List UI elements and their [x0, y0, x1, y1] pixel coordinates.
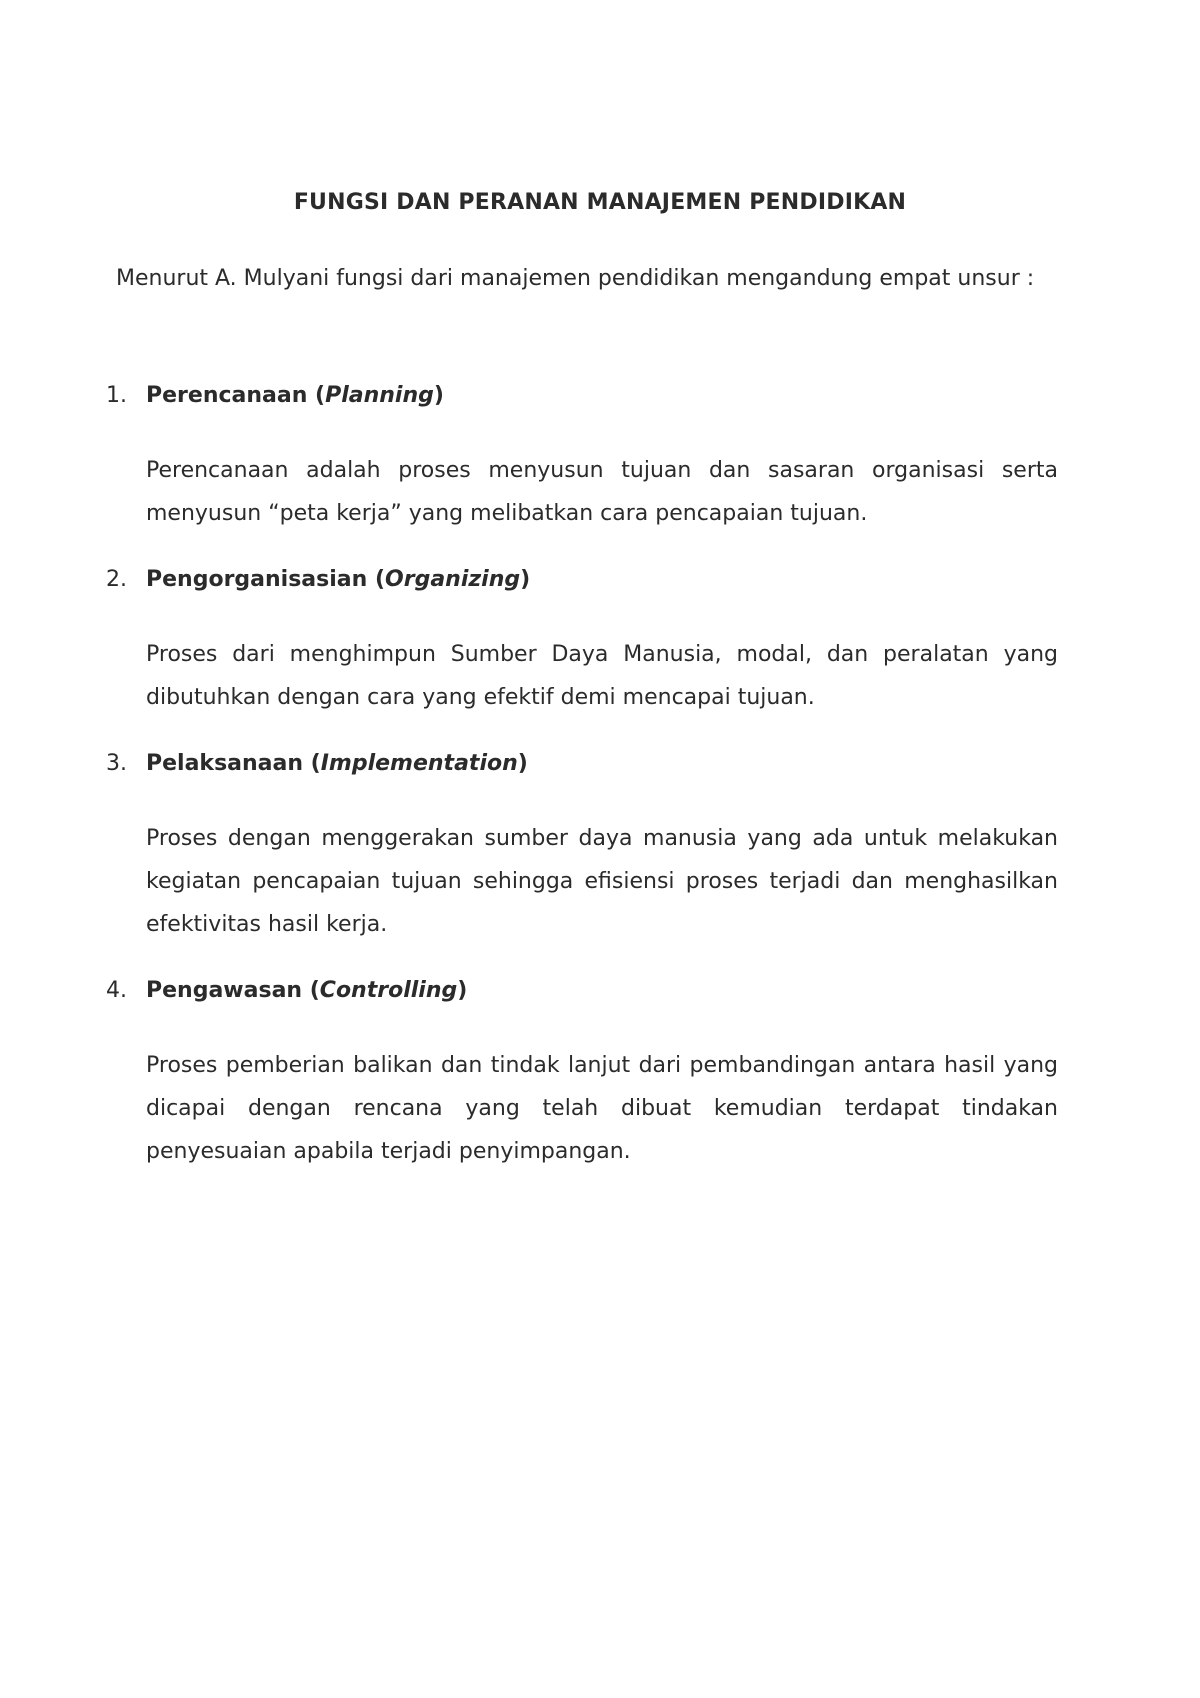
list-item-number: 1. — [106, 383, 127, 408]
term-label: Perencanaan ( — [146, 383, 326, 408]
list-item-number: 3. — [106, 751, 127, 776]
list-item-heading — [106, 976, 1058, 1006]
term-label: Pengorganisasian ( — [146, 567, 386, 592]
term-english: Planning — [325, 383, 434, 408]
list-item-number: 2. — [106, 567, 127, 592]
list-item-body: Proses dari menghimpun Sumber Daya Manusia, modal, dan peralatan yang dibutuhkan dengan cara yang efektif demi mencapai tujuan. — [146, 642, 1058, 710]
list-item-heading — [106, 565, 1058, 595]
term-english: Controlling — [319, 978, 458, 1003]
term-english: Organizing — [385, 567, 521, 592]
list-item-body: Perencanaan adalah proses menyusun tujuan dan sasaran organisasi serta menyusun “peta kerja” yang melibatkan cara pencapaian tujuan. — [146, 458, 1058, 526]
term-label: Pengawasan ( — [146, 978, 320, 1003]
intro-paragraph: Menurut A. Mulyani fungsi dari manajemen pendidikan mengandung empat unsur : — [116, 266, 1035, 291]
list-item-implementation — [106, 749, 1058, 946]
term-close: ) — [517, 751, 528, 776]
list-item-organizing — [106, 565, 1058, 719]
list-item-body: Proses dengan menggerakan sumber daya manusia yang ada untuk melakukan kegiatan pencapaian tujuan sehingga efisiensi proses terjadi dan menghasilkan efektivitas hasil kerja. — [146, 826, 1058, 937]
list-item-planning — [106, 381, 1058, 535]
term-close: ) — [433, 383, 444, 408]
term-close: ) — [457, 978, 468, 1003]
list-item-body: Proses pemberian balikan dan tindak lanjut dari pembandingan antara hasil yang dicapai dengan rencana yang telah dibuat kemudian terdapat tindakan penyesuaian apabila terjadi penyimpangan. — [146, 1053, 1058, 1164]
list-item-heading — [106, 749, 1058, 779]
term-close: ) — [520, 567, 531, 592]
document-title: FUNGSI DAN PERANAN MANAJEMEN PENDIDIKAN — [293, 190, 907, 215]
term-label: Pelaksanaan ( — [146, 751, 321, 776]
list-item-number: 4. — [106, 978, 127, 1003]
term-english: Implementation — [320, 751, 518, 776]
list-item-heading — [106, 381, 1058, 411]
list-item-controlling — [106, 976, 1058, 1173]
